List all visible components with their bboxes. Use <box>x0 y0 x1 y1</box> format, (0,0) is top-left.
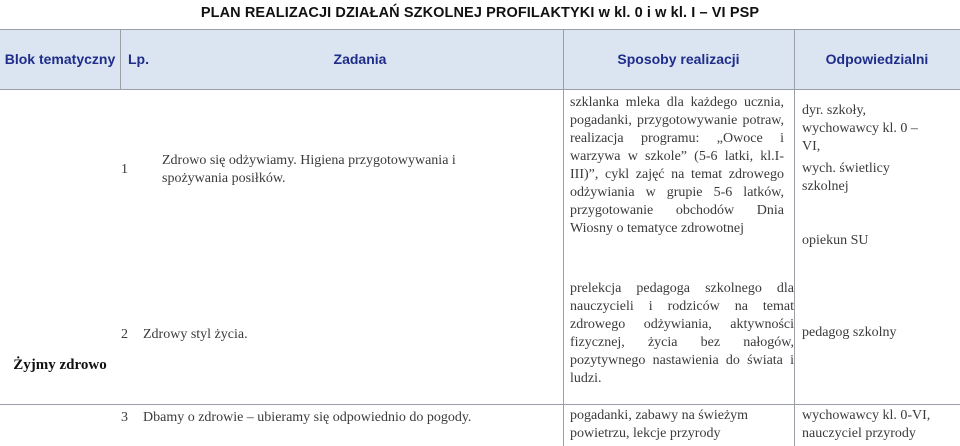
row-1-lp: 1 <box>121 162 128 177</box>
header-zadania: Zadania <box>333 51 387 67</box>
row-divider <box>0 404 960 405</box>
row-1-odpowiedzialni-3: opiekun SU <box>802 233 869 248</box>
header-odpowiedzialni: Odpowiedzialni <box>825 51 929 67</box>
row-1-odpowiedzialni-1: dyr. szkoły, wychowawcy kl. 0 – VI, <box>802 103 918 154</box>
row-3-sposoby: pogadanki, zabawy na świeżym powietrzu, lekcje przyrody <box>570 408 749 441</box>
row-1-sposoby: szklanka mleka dla każdego ucznia, pogadanki, przygotowywanie potraw, realizacja programu: „Owoce i warzywa w szkole” (5-6 latki, kl.I-III)”, cykl zajęć na temat zdrowego odżywiania w grupie 5-6 latków, przygotowanie obchodów Dnia Wiosny o tematyce zdrowotnej <box>570 95 784 236</box>
row-1-zadanie: Zdrowo się odżywiamy. Higiena przygotowywania i spożywania posiłków. <box>162 153 456 186</box>
header-sposoby-realizacji: Sposoby realizacji <box>617 51 740 67</box>
header-bottom-border <box>0 89 960 90</box>
table-top-border <box>0 29 960 30</box>
document-title: PLAN REALIZACJI DZIAŁAŃ SZKOLNEJ PROFILAKTYKI w kl. 0 i w kl. I – VI PSP <box>200 5 760 21</box>
row-1-odpowiedzialni-2: wych. świetlicy szkolnej <box>802 161 890 194</box>
row-3-zadanie: Dbamy o zdrowie – ubieramy się odpowiednio do pogody. <box>143 410 472 425</box>
column-divider <box>563 29 564 446</box>
block-label: Żyjmy zdrowo <box>13 357 107 373</box>
column-divider <box>120 29 121 89</box>
row-3-odpowiedzialni: wychowawcy kl. 0-VI, nauczyciel przyrody <box>802 408 931 441</box>
row-2-sposoby: prelekcja pedagoga szkolnego dla nauczycieli i rodziców na temat zdrowego odżywiania, aktywności fizycznej, życia bez nałogów, pozytywnego nastawienia do świata i ludzi. <box>570 281 794 386</box>
row-2-odpowiedzialni: pedagog szkolny <box>802 325 897 340</box>
row-2-lp: 2 <box>121 327 128 342</box>
row-2-zadanie: Zdrowy styl życia. <box>143 327 248 342</box>
block-label-cell <box>0 90 120 404</box>
header-lp: Lp. <box>128 51 149 67</box>
row-3-lp: 3 <box>121 410 128 425</box>
header-blok-tematyczny: Blok tematyczny <box>4 51 116 67</box>
column-divider <box>794 29 795 446</box>
